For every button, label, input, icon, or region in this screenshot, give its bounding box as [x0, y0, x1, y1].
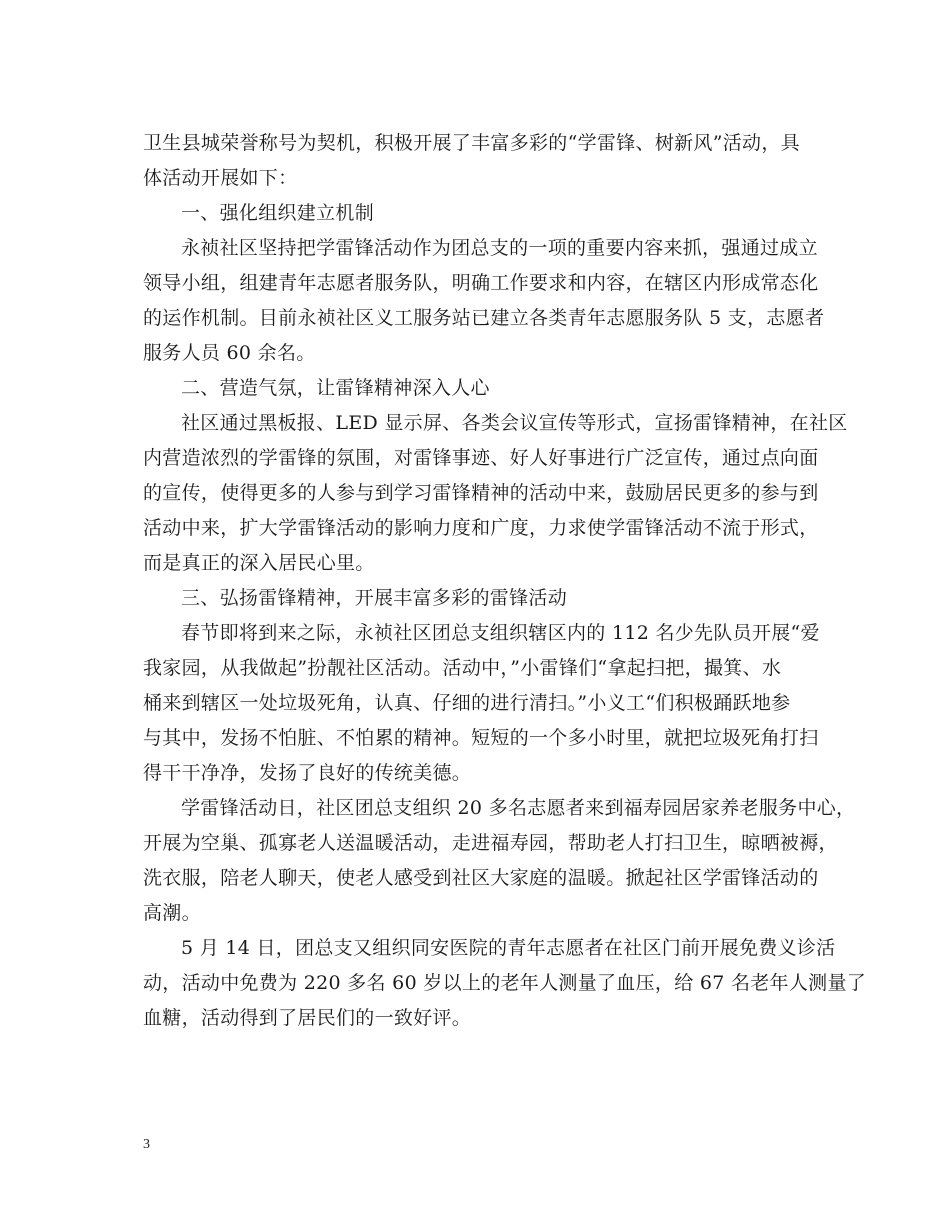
- text-line: 桶来到辖区一处垃圾死角，认真、仔细的进行清扫。”小义工“们积极踊跃地参: [143, 692, 791, 714]
- text-line: 一、强化组织建立机制: [181, 202, 375, 224]
- text-line: 血糖，活动得到了居民们的一致好评。: [143, 1007, 472, 1029]
- text-line: 得干干净净，发扬了良好的传统美德。: [143, 762, 472, 784]
- text-line: 领导小组，组建青年志愿者服务队，明确工作要求和内容，在辖区内形成常态化: [143, 272, 819, 294]
- text-line: 三、弘扬雷锋精神，开展丰富多彩的雷锋活动: [181, 587, 568, 609]
- text-line: 二、营造气氛，让雷锋精神深入人心: [181, 377, 490, 399]
- document-body: [143, 126, 867, 1036]
- text-line: 学雷锋活动日，社区团总支组织 20 多名志愿者来到福寿园居家养老服务中心，: [181, 797, 856, 819]
- text-line: 高潮。: [143, 902, 201, 924]
- text-line: 动，活动中免费为 220 多名 60 岁以上的老年人测量了血压，给 67 名老年人测量了: [143, 972, 867, 994]
- text-line: 永祯社区坚持把学雷锋活动作为团总支的一项的重要内容来抓，强通过成立: [181, 237, 818, 259]
- text-line: 与其中，发扬不怕脏、不怕累的精神。短短的一个多小时里，就把垃圾死角打扫: [143, 727, 819, 749]
- text-line: 我家园，从我做起”扮靓社区活动。活动中，”小雷锋们“拿起扫把，撮箕、水: [143, 657, 782, 679]
- text-line: 5 月 14 日，团总支又组织同安医院的青年志愿者在社区门前开展免费义诊活: [181, 937, 836, 959]
- text-line: 卫生县城荣誉称号为契机，积极开展了丰富多彩的“学雷锋、树新风”活动，具: [143, 132, 800, 154]
- text-line: 体活动开展如下：: [143, 167, 298, 189]
- text-line: 服务人员 60 余名。: [143, 342, 316, 364]
- text-line: 春节即将到来之际，永祯社区团总支组织辖区内的 112 名少先队员开展“爱: [181, 622, 820, 644]
- text-line: 的运作机制。目前永祯社区义工服务站已建立各类青年志愿服务队 5 支，志愿者: [143, 307, 825, 329]
- page-number: 3: [143, 1137, 150, 1152]
- text-line: 的宣传，使得更多的人参与到学习雷锋精神的活动中来，鼓励居民更多的参与到: [143, 482, 819, 504]
- text-line: 开展为空巢、孤寡老人送温暖活动，走进福寿园，帮助老人打扫卫生，晾晒被褥，: [143, 832, 838, 854]
- text-line: 活动中来，扩大学雷锋活动的影响力度和广度，力求使学雷锋活动不流于形式，: [143, 517, 819, 539]
- text-line: 而是真正的深入居民心里。: [143, 552, 375, 574]
- text-line: 社区通过黑板报、LED 显示屏、各类会议宣传等形式，宣扬雷锋精神，在社区: [181, 412, 848, 434]
- text-line: 内营造浓烈的学雷锋的氛围，对雷锋事迹、好人好事进行广泛宣传，通过点向面: [143, 447, 819, 469]
- text-line: 洗衣服，陪老人聊天，使老人感受到社区大家庭的温暖。掀起社区学雷锋活动的: [143, 867, 819, 889]
